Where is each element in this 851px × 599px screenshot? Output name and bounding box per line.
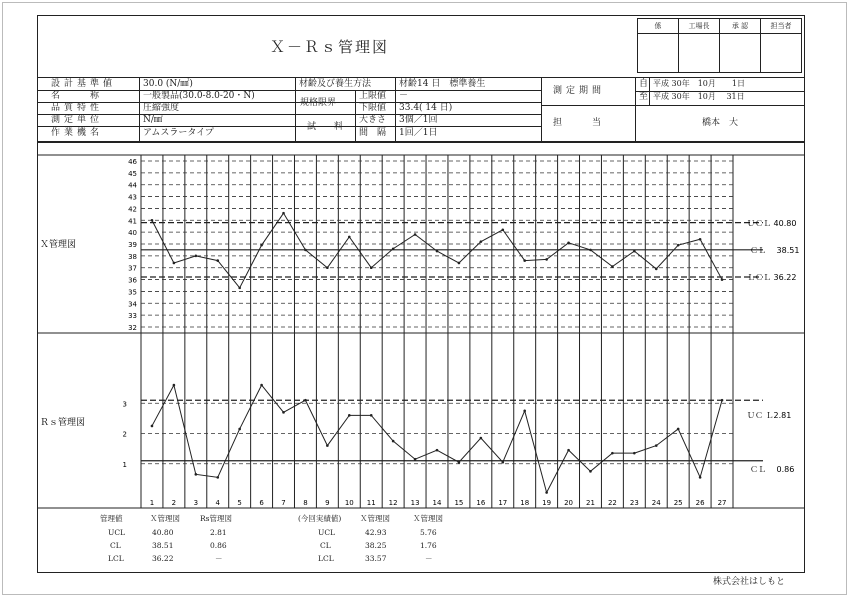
x-tick-label: 7 [281,499,286,507]
x-tick-label: 10 [344,499,354,507]
xbar-point [392,247,395,250]
xbar-point [282,212,285,215]
method-value: 材齢14 日 標準養生 [399,79,486,89]
xbar-point [567,242,570,245]
xbar-tick-label: 38 [128,252,137,261]
xbar-point [304,249,307,252]
rs-ucl-label: ＵＣ Ｌ2.81 [747,411,792,420]
row-value: 圧縮強度 [143,103,180,113]
stamp-header: 工場長 [679,19,720,34]
x-tick-label: 17 [498,499,508,507]
summary-cell: 33.57 [365,554,387,563]
xbar-tick-label: 43 [128,193,137,202]
row-label: 作業機名 [51,128,104,138]
summary-cell: 40.80 [152,528,174,537]
x-tick-label: 11 [366,499,376,507]
from-value: 平成 30年 10月 1日 [653,79,745,88]
xbar-point [545,258,548,261]
rs-point [677,428,680,431]
rs-point [523,410,526,413]
rs-point [304,399,307,402]
person-label: 担 当 [553,118,606,128]
x-tick-label: 23 [629,499,639,507]
summary-header: 管理値 [100,514,123,523]
xbar-tick-label: 35 [128,288,137,297]
summary-cell: 2.81 [210,528,227,537]
rs-point [151,425,154,428]
xbar-tick-label: 37 [128,264,137,273]
summary-header: Rs管理図 [200,514,232,523]
x-tick-label: 6 [259,499,264,507]
rs-tick-label: 3 [122,400,127,409]
xbar-tick-label: 32 [128,324,137,332]
rs-point [348,414,351,417]
summary-cell: 42.93 [365,528,387,537]
summary-cell: 38.51 [152,541,174,550]
xbar-point [501,228,504,231]
rs-point [326,444,329,447]
lower-value: 33.4( 14 日) [399,103,453,113]
xbar-point [414,233,417,236]
xbar-point [173,262,176,265]
xbar-point [436,250,439,253]
summary-cell: 0.86 [210,541,227,550]
row-value: アムスラータイプ [143,128,214,138]
x-tick-label: 5 [237,499,242,507]
xbar-point [699,238,702,241]
rs-point [567,449,570,452]
xbar-tick-label: 46 [128,158,137,166]
rs-point [238,428,241,431]
page-title: Ｘ－Ｒｓ管理図 [270,38,390,56]
rs-point [173,384,176,387]
x-tick-label: 24 [651,499,661,507]
summary-cell: 38.25 [365,541,387,550]
xbar-point [721,278,724,281]
summary-cell: 1.76 [420,541,437,550]
rs-point [699,476,702,479]
xbar-cl-label: ＣＬ 38.51 [750,246,800,255]
rs-point [545,491,548,494]
row-label: 名 称 [51,91,104,101]
xbar-point [633,250,636,253]
from-label: 自 [639,79,649,89]
x-tick-label: 16 [476,499,486,507]
summary-header: Ｘ管理図 [150,514,180,523]
x-tick-label: 26 [695,499,705,507]
row-label: 測定単位 [51,115,104,125]
summary-cell: CL [110,541,121,550]
x-tick-label: 21 [586,499,595,507]
rs-point [370,414,373,417]
row-label: 設計基準値 [51,79,117,89]
x-tick-label: 14 [432,499,442,507]
xbar-point [589,249,592,252]
to-label: 至 [639,92,649,102]
xbar-point [260,244,263,247]
x-tick-label: 12 [388,499,398,507]
spec-label: 規格限界 [300,98,337,108]
summary-cell: － [215,554,223,563]
xbar-point [238,287,241,290]
stamp-header: 係 [638,19,679,34]
x-tick-label: 15 [454,499,464,507]
summary-cell: UCL [108,528,126,537]
x-tick-label: 13 [410,499,420,507]
xbar-tick-label: 36 [128,276,137,285]
rs-point [392,440,395,443]
summary-cell: 5.76 [420,528,437,537]
xbar-lcl-label: ＬＣＬ 36.22 [747,273,797,282]
xbar-point [216,259,219,262]
xbar-tick-label: 34 [128,300,137,309]
upper-label: 上限値 [359,91,387,101]
stamp-header: 担当者 [761,19,802,34]
x-tick-label: 8 [303,499,308,507]
rs-tick-label: 1 [122,460,127,469]
xbar-ucl-label: ＵＣＬ 40.80 [747,219,797,228]
xbar-point [151,219,154,222]
x-tick-label: 20 [564,499,574,507]
xbar-point [523,259,526,262]
xbar-tick-label: 44 [128,181,137,190]
stamp-header: 承 認 [720,19,761,34]
row-value: 30.0 (N/㎟) [143,79,193,89]
to-value: 平成 30年 10月 31日 [653,92,745,101]
person-value: 橋本 大 [702,118,739,128]
xbar-point [195,255,198,258]
x-tick-label: 18 [520,499,530,507]
row-label: 品質特性 [51,103,104,113]
size-label: 大きさ [359,115,387,125]
period-label: 測定期間 [553,86,606,96]
xbar-point [348,236,351,239]
summary-cell: － [425,554,433,563]
rs-point [282,411,285,414]
xbar-point [611,265,614,268]
rs-point [414,458,417,461]
summary-cell: CL [320,541,331,550]
xbar-point [326,266,329,269]
xbar-chart-title: Ｘ管理図 [40,240,77,250]
x-tick-label: 22 [607,499,617,507]
xbar-tick-label: 45 [128,169,137,178]
rs-series-line [152,385,722,492]
xbar-point [370,266,373,269]
interval-label: 間 隔 [359,128,387,138]
xbar-point [677,244,680,247]
xbar-tick-label: 33 [128,312,137,321]
company-name: 株式会社はしもと [713,577,786,587]
xbar-point [655,268,658,271]
summary-header: Ｘ管理図 [360,514,390,523]
rs-chart-title: Ｒｓ管理図 [40,418,86,428]
x-tick-label: 25 [673,499,683,507]
x-tick-label: 3 [193,499,199,507]
xbar-tick-label: 41 [128,217,137,226]
rs-point [216,476,219,479]
rs-point [721,399,724,402]
xbar-grid [128,158,763,332]
rs-point [633,452,636,455]
summary-cell: LCL [318,554,334,563]
row-value: N/㎟ [143,115,163,125]
rs-point [260,384,263,387]
lower-label: 下限値 [359,103,387,113]
rs-tick-label: 2 [122,430,127,439]
xbar-tick-label: 42 [128,205,137,214]
rs-point [480,437,483,440]
summary-cell: UCL [318,528,336,537]
upper-value: － [399,91,409,101]
method-label: 材齢及び養生方法 [299,79,372,89]
xbar-tick-label: 40 [128,229,137,238]
xbar-point [458,262,461,265]
summary-header: Ｘ管理図 [413,514,443,523]
rs-point [655,444,658,447]
rs-cl-label: ＣＬ 0.86 [750,465,795,474]
summary-cell: 36.22 [152,554,174,563]
summary-header: (今回実績値) [298,514,342,523]
summary-cell: LCL [108,554,124,563]
size-value: 3個／1回 [399,115,438,125]
x-tick-label: 1 [149,499,155,507]
row-value: 一般製品(30.0-8.0-20・N) [143,91,255,101]
interval-value: 1回／1日 [399,128,438,138]
x-tick-label: 27 [717,499,727,507]
x-tick-label: 9 [325,499,330,507]
rs-point [501,461,504,464]
x-tick-label: 2 [171,499,177,507]
rs-point [195,473,198,476]
rs-point [611,452,614,455]
xbar-tick-label: 39 [128,241,137,249]
rs-point [589,470,592,473]
x-tick-label: 4 [215,499,220,507]
rs-point [436,449,439,452]
xbar-point [480,240,483,243]
rs-point [458,461,461,464]
sample-label: 試 料 [307,122,344,132]
x-tick-label: 19 [542,499,552,507]
